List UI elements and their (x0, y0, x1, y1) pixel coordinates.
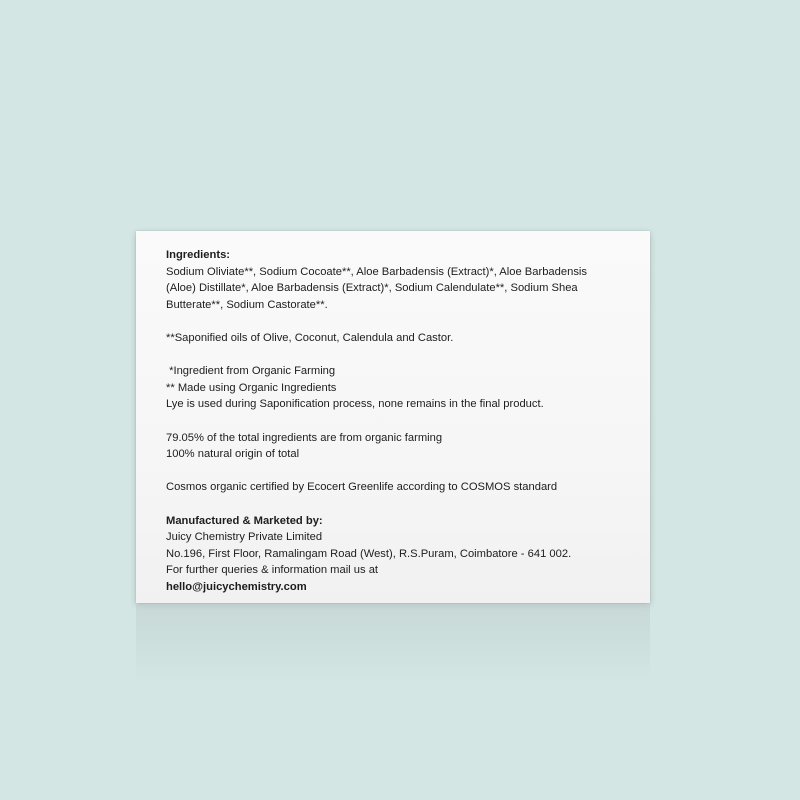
product-label-card (136, 231, 650, 603)
organic-farming-note: *Ingredient from Organic Farming (166, 365, 336, 378)
manufacturer-heading: Manufactured & Marketed by: (166, 514, 323, 527)
company-name: Juicy Chemistry Private Limited (166, 531, 323, 544)
spacer (166, 463, 630, 480)
organic-ingredients-note: ** Made using Organic Ingredients (166, 381, 337, 394)
ingredients-line-2: (Aloe) Distillate*, Aloe Barbadensis (Extract)*, Sodium Calendulate**, Sodium Shea (166, 282, 578, 295)
organic-percent-note: 79.05% of the total ingredients are from organic farming (166, 431, 443, 444)
queries-note: For further queries & information mail us at (166, 564, 379, 577)
company-address: No.196, First Floor, Ramalingam Road (West), R.S.Puram, Coimbatore - 641 002. (166, 547, 572, 560)
contact-email: hello@juicychemistry.com (166, 580, 307, 593)
natural-origin-note: 100% natural origin of total (166, 448, 300, 461)
spacer (166, 413, 630, 430)
saponified-note: **Saponified oils of Olive, Coconut, Calendula and Castor. (166, 331, 454, 344)
ingredients-line-3: Butterate**, Sodium Castorate**. (166, 298, 328, 311)
ingredients-line-1: Sodium Oliviate**, Sodium Cocoate**, Aloe Barbadensis (Extract)*, Aloe Barbadensis (166, 265, 587, 278)
spacer (166, 313, 630, 330)
spacer (166, 496, 630, 513)
ingredients-heading: Ingredients: (166, 249, 231, 261)
card-reflection (136, 604, 650, 684)
lye-note: Lye is used during Saponification process, none remains in the final product. (166, 398, 544, 411)
cosmos-certification-note: Cosmos organic certified by Ecocert Greenlife according to COSMOS standard (166, 481, 558, 494)
spacer (166, 347, 630, 364)
